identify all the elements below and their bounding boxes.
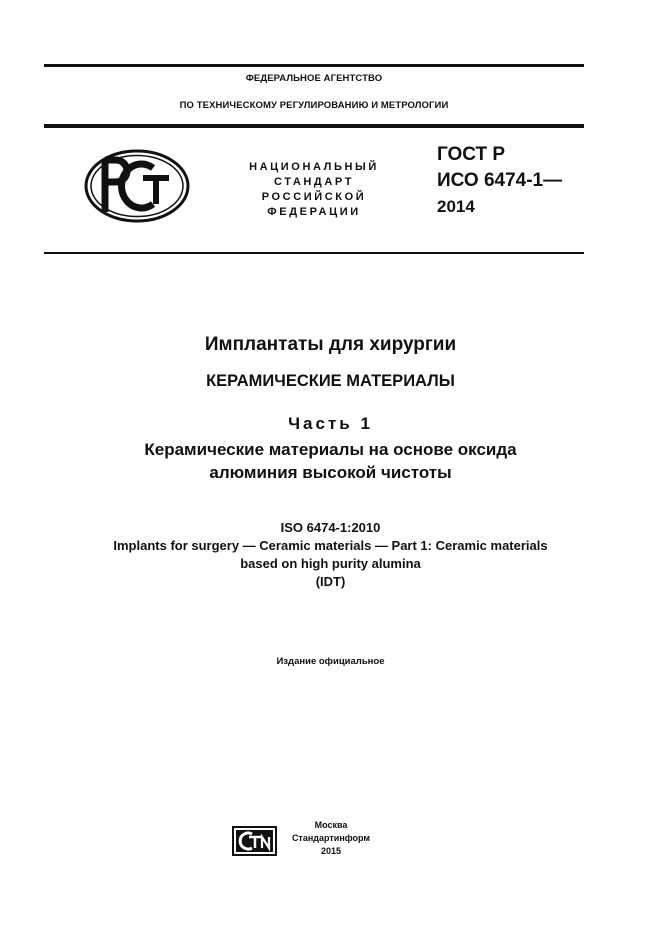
publisher-year: 2015	[320, 846, 342, 856]
label-line-2: СТАНДАРТ	[273, 176, 355, 188]
label-line-4: ФЕДЕРАЦИИ	[267, 206, 361, 218]
iso-title-line-2: based on high purity alumina	[240, 556, 421, 571]
standard-number	[437, 142, 562, 220]
part-title-line-2: алюминия высокой чистоты	[209, 463, 452, 482]
publisher-info	[283, 819, 379, 858]
standard-number-line-2: ИСО 6474-1—	[437, 170, 563, 191]
national-standard-label	[228, 160, 400, 220]
header-rule	[44, 124, 584, 128]
agency-line-1: ФЕДЕРАЛЬНОЕ АГЕНТСТВО	[245, 73, 383, 84]
part-number: Часть 1	[288, 414, 373, 433]
agency-line-2: ПО ТЕХНИЧЕСКОМУ РЕГУЛИРОВАНИЮ И МЕТРОЛОГИИ	[179, 100, 449, 111]
mid-rule	[44, 252, 584, 254]
standartinform-logo-icon	[232, 826, 277, 856]
label-line-3: РОССИЙСКОЙ	[261, 191, 367, 203]
iso-title-line-1: Implants for surgery — Ceramic materials — Part 1: Ceramic materials	[113, 538, 548, 553]
iso-number: ISO 6474-1:2010	[280, 520, 381, 535]
iso-idt: (IDT)	[315, 574, 346, 589]
edition-label: Издание официальное	[276, 656, 385, 667]
part-title-line-1: Керамические материалы на основе оксида	[144, 440, 517, 459]
document-subtitle: КЕРАМИЧЕСКИЕ МАТЕРИАЛЫ	[206, 372, 455, 390]
publisher-name: Стандартинформ	[291, 833, 371, 843]
publisher-city: Москва	[314, 820, 348, 830]
standard-number-line-1: ГОСТ Р	[437, 144, 506, 165]
document-title: Имплантаты для хирургии	[204, 334, 457, 355]
label-line-1: НАЦИОНАЛЬНЫЙ	[249, 161, 379, 173]
standard-year: 2014	[437, 197, 475, 216]
top-rule	[44, 64, 584, 67]
rst-certification-mark-icon	[83, 148, 191, 224]
